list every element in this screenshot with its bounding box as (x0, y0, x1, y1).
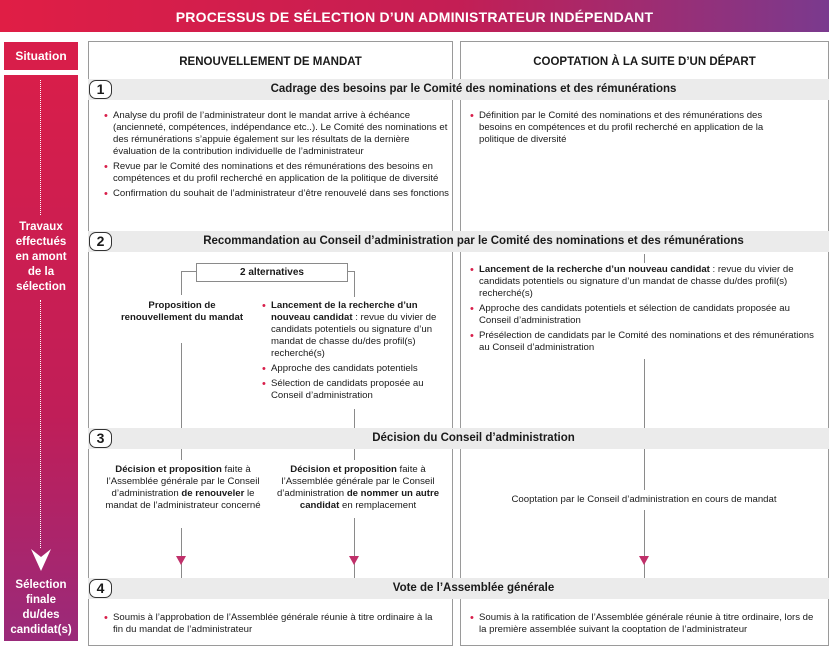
alternatives-label: 2 alternatives (196, 263, 348, 282)
step-3-band (88, 428, 829, 449)
step-3-middle-text: Décision et proposition faite à l’Assemblée générale par le Conseil d’administration de nommer un autre candidat en remplacement (276, 464, 440, 511)
sidebar-bottom-text (4, 578, 78, 638)
bullet-item: • Approche des candidats potentiels et sélection de candidats proposée au Conseil d’administration (470, 303, 818, 327)
alt-search-text (262, 300, 440, 405)
step-number: 1 (89, 80, 112, 99)
bullet-item: • Lancement de la recherche d’un nouveau candidat : revue du vivier de candidats potentiels ou signature d’un mandat de chasse du/des profil(s) recherché(s) (470, 264, 818, 300)
bullet-item: • Soumis à la ratification de l’Assemblée générale réunie à titre ordinaire, lors de la première assemblée suivant la cooptation de l’administrateur (470, 612, 820, 636)
page-title: PROCESSUS DE SÉLECTION D’UN ADMINISTRATEUR INDÉPENDANT (0, 0, 829, 32)
sidebar-line: de la (27, 266, 55, 278)
step-title: Cadrage des besoins par le Comité des nominations et des rémunérations (270, 83, 677, 95)
sidebar-situation (4, 75, 78, 641)
step-4-left-text (104, 612, 444, 639)
bullet-item: • Analyse du profil de l’administrateur dont le mandat arrive à échéance (ancienneté, compétences, indépendance etc..). Le Comité des nominations et des rémunérations s’appuie également sur les résultats de la dernière évaluation de la contribution individuelle de l’administrateur (104, 110, 449, 158)
bullet-item: • Sélection de candidats proposée au Conseil d’administration (262, 378, 440, 402)
step-number: 4 (89, 579, 112, 598)
sidebar-line: effectués (15, 236, 67, 248)
step-2-band (88, 231, 829, 252)
bullet-item: • Soumis à l’approbation de l’Assemblée générale réunie à titre ordinaire à la fin du mandat de l’administrateur (104, 612, 444, 636)
column-header-right: COOPTATION À LA SUITE D’UN DÉPART (533, 56, 756, 68)
sidebar-dotted-line (40, 300, 41, 548)
step-number: 2 (89, 232, 112, 251)
step-4-right-text (470, 612, 820, 639)
bullet-item: • Présélection de candidats par le Comité des nominations et des rémunérations au Conseil d’administration (470, 330, 818, 354)
step-1-left-text (104, 110, 449, 203)
bullet-item: • Revue par le Comité des nominations et des rémunérations des besoins en compétences et du profil recherché en application de la politique de diversité (104, 161, 449, 185)
step-4-band (88, 578, 829, 599)
step-2-right-text (470, 264, 818, 357)
sidebar-line: Travaux (19, 221, 63, 233)
sidebar-line: candidat(s) (10, 624, 72, 636)
sidebar-line: sélection (16, 281, 66, 293)
sidebar-line: du/des (22, 609, 60, 621)
sidebar-dotted-line (40, 80, 41, 215)
situation-header: Situation (4, 42, 78, 70)
column-header-left: RENOUVELLEMENT DE MANDAT (179, 56, 362, 68)
arrow-down-icon (349, 556, 359, 565)
step-title: Recommandation au Conseil d’administration par le Comité des nominations et des rémunérations (203, 235, 744, 247)
sidebar-line: en amont (15, 251, 67, 263)
alt-renewal-text: Proposition de renouvellement du mandat (120, 300, 244, 323)
step-3-right-text: Cooptation par le Conseil d’administration en cours de mandat (511, 494, 777, 505)
step-title: Décision du Conseil d’administration (372, 432, 575, 444)
step-number: 3 (89, 429, 112, 448)
sidebar-top-text (4, 220, 78, 295)
bullet-item: • Approche des candidats potentiels (262, 363, 440, 375)
step-1-band (88, 79, 829, 100)
step-3-left-text: Décision et proposition faite à l’Assemblée générale par le Conseil d’administration de renouveler le mandat de l’administrateur concerné (105, 464, 261, 511)
step-1-right-text (470, 110, 790, 149)
sidebar-line: finale (25, 594, 57, 606)
sidebar-arrow-icon (31, 549, 51, 571)
bullet-item: • Lancement de la recherche d’un nouveau candidat : revue du vivier de candidats potentiels ou signature d’un mandat de chasse du/des profil(s) recherché(s) (262, 300, 440, 360)
step-title: Vote de l’Assemblée générale (392, 582, 555, 594)
arrow-down-icon (639, 556, 649, 565)
arrow-down-icon (176, 556, 186, 565)
sidebar-line: Sélection (15, 579, 67, 591)
bullet-item: • Définition par le Comité des nominations et des rémunérations des besoins en compétences et du profil recherché en application de la politique de diversité (470, 110, 790, 146)
bullet-item: • Confirmation du souhait de l’administrateur d’être renouvelé dans ses fonctions (104, 188, 449, 200)
